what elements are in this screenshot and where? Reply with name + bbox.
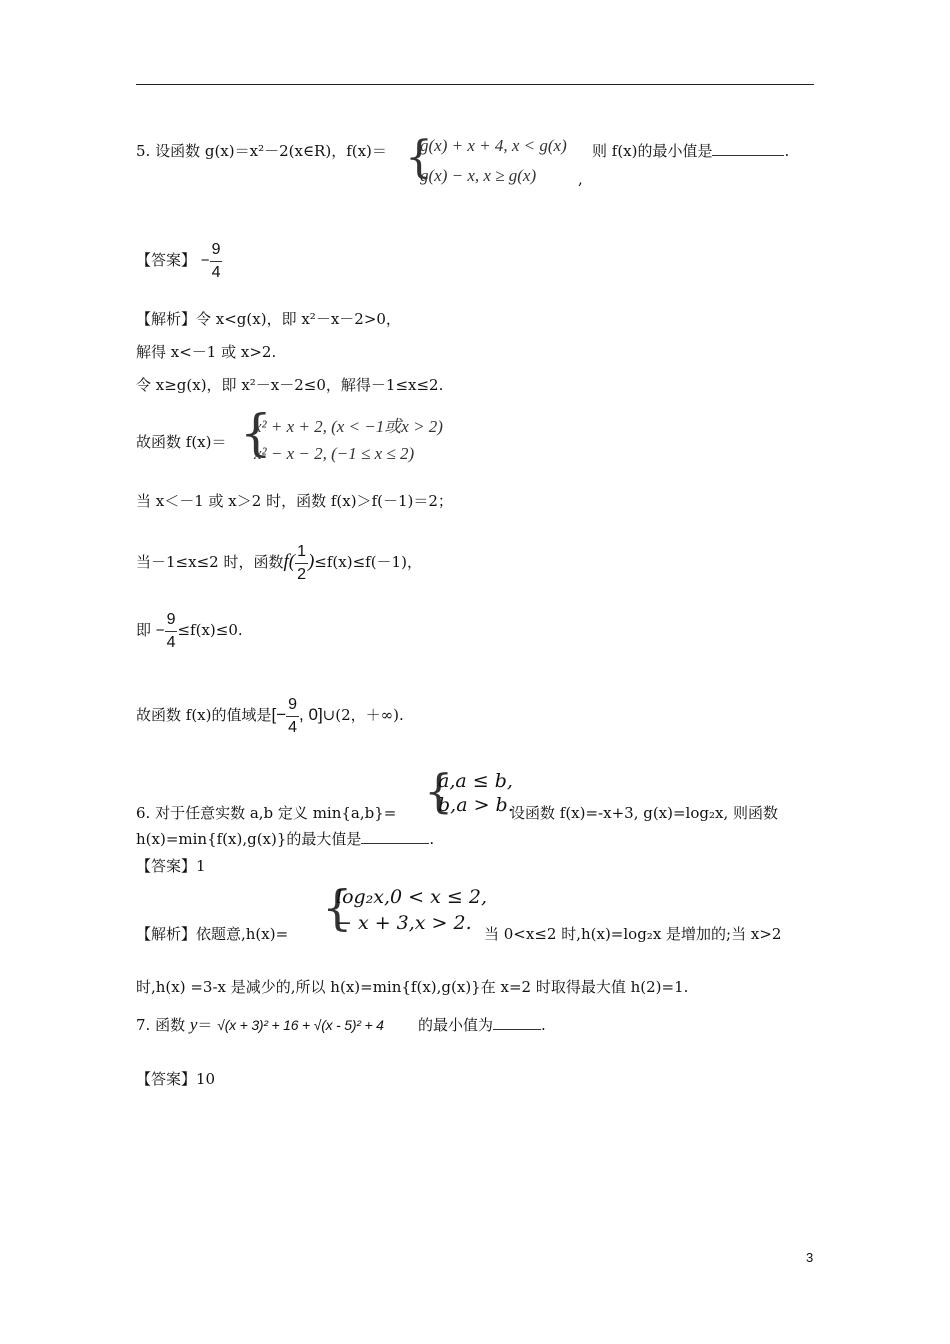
q5-answer-label: 【答案】 — [136, 251, 197, 269]
q5-a7-fraction — [165, 609, 178, 654]
q5-a6-num: 1 — [295, 541, 308, 564]
q5-answer-sign: − — [200, 252, 210, 269]
q5-a8-close: , 0] — [299, 705, 323, 724]
q7-stem-suffix: 的最小值为 — [418, 1016, 494, 1034]
q5-a4-case2: x² − x − 2, (−1 ≤ x ≤ 2) — [254, 444, 415, 463]
q5-a6-suffix: ≤f(x)≤f(－1)， — [314, 553, 422, 571]
q6-analysis-brace: { — [322, 880, 353, 936]
q5-a5: 当 x＜－1 或 x＞2 时，函数 f(x)＞f(－1)＝2； — [136, 492, 453, 510]
q5-a6-fraction — [295, 541, 308, 586]
q5-a7-num: 9 — [165, 609, 178, 632]
q5-comma: , — [578, 170, 583, 188]
q5-a7-line — [136, 608, 243, 654]
q5-a8-den: 4 — [288, 718, 298, 736]
q6-analysis-case1: log₂x,0 < x ≤ 2, — [336, 886, 487, 908]
q5-a4-brace: { — [240, 404, 272, 462]
q6-analysis-b: 当 0<x≤2 时,h(x)=log₂x 是增加的;当 x>2 — [484, 925, 782, 943]
q5-a7-prefix: 即 — [136, 621, 152, 639]
q5-stem: 5. 设函数 g(x)＝x²－2(x∈R)，f(x)＝ — [136, 142, 387, 160]
q5-tail: 则 f(x)的最小值是 — [592, 142, 713, 160]
q5-stem-line — [136, 141, 387, 161]
q5-a1: 令 x<g(x)，即 x²－x－2>0， — [196, 310, 401, 328]
q7-y: y — [189, 1015, 198, 1034]
q7-answer: 【答案】10 — [136, 1070, 216, 1088]
q6-brace: { — [424, 764, 454, 818]
q5-case2: g(x) − x, x ≥ g(x) — [420, 166, 537, 185]
q6-period: . — [429, 830, 435, 848]
q6-analysis-prefix: 【解析】依题意,h(x)= — [136, 925, 289, 943]
q5-tail-line — [592, 141, 789, 161]
q5-brace: { — [405, 132, 433, 183]
q5-answer-fraction — [210, 239, 223, 284]
page-number: 3 — [806, 1250, 814, 1265]
q5-a8-suffix: ∪(2，＋∞). — [322, 706, 404, 724]
q5-a8-num: 9 — [286, 694, 299, 717]
q6-stem-b: 设函数 f(x)=-x+3, g(x)=log₂x, 则函数 — [510, 804, 779, 822]
q5-a2: 解得 x<－1 或 x>2. — [136, 343, 277, 361]
q5-a8-line — [136, 693, 404, 739]
q7-expression: √(x + 3)² + 16 + √(x - 5)² + 4 — [217, 1017, 384, 1033]
q5-a7-suffix: ≤f(x)≤0. — [177, 621, 243, 639]
q5-a6-prefix: 当－1≤x≤2 时，函数 — [136, 553, 284, 571]
q5-case1: g(x) + x + 4, x < g(x) — [420, 136, 567, 155]
q6-stem-c-line — [136, 829, 434, 849]
q6-answer: 【答案】1 — [136, 857, 206, 875]
q5-a4-case1: x² + x + 2, (x < −1或x > 2) — [254, 417, 443, 436]
q5-a8-fraction — [286, 694, 299, 739]
q5-analysis-line1 — [136, 309, 401, 329]
q6-answer-blank — [361, 829, 429, 844]
q6-analysis-case2: − x + 3,x > 2. — [336, 912, 472, 934]
q5-a7-sign: − — [155, 622, 165, 639]
q5-answer-blank — [712, 141, 784, 156]
q5-a7-den: 4 — [166, 633, 176, 651]
q5-a8-prefix: 故函数 f(x)的值域是 — [136, 706, 272, 724]
q6-case1: a,a ≤ b, — [438, 770, 513, 792]
q5-answer-den: 4 — [211, 263, 221, 281]
q7-answer-blank — [493, 1015, 541, 1030]
q5-analysis-label: 【解析】 — [136, 310, 197, 328]
q5-a6-den: 2 — [297, 565, 306, 583]
header-rule — [136, 84, 814, 85]
q6-stem-c: h(x)=min{f(x),g(x)}的最大值是 — [136, 830, 362, 848]
q5-a8-open: [− — [271, 705, 287, 724]
q7-period: . — [541, 1016, 546, 1034]
q7-eq: ＝ — [197, 1016, 213, 1034]
q5-a4-prefix: 故函数 f(x)＝ — [136, 433, 227, 451]
q5-a6-close: ) — [307, 551, 315, 572]
q5-a6-f: f( — [283, 551, 296, 572]
q7-stem-line — [136, 1015, 546, 1035]
q7-stem-prefix: 7. 函数 — [136, 1016, 186, 1034]
q5-answer-num: 9 — [210, 239, 223, 262]
q5-a3: 令 x≥g(x)，即 x²－x－2≤0，解得－1≤x≤2. — [136, 376, 444, 394]
q5-a6-line — [136, 540, 422, 586]
q6-stem-a: 6. 对于任意实数 a,b 定义 min{a,b}= — [136, 804, 397, 822]
q5-answer-line — [136, 238, 222, 284]
q5-period: . — [784, 142, 790, 160]
q6-analysis-c: 时,h(x) =3-x 是减少的,所以 h(x)=min{f(x),g(x)}在 x=2 时取得最大值 h(2)=1. — [136, 978, 689, 996]
q6-case2: b,a > b. — [438, 794, 514, 816]
